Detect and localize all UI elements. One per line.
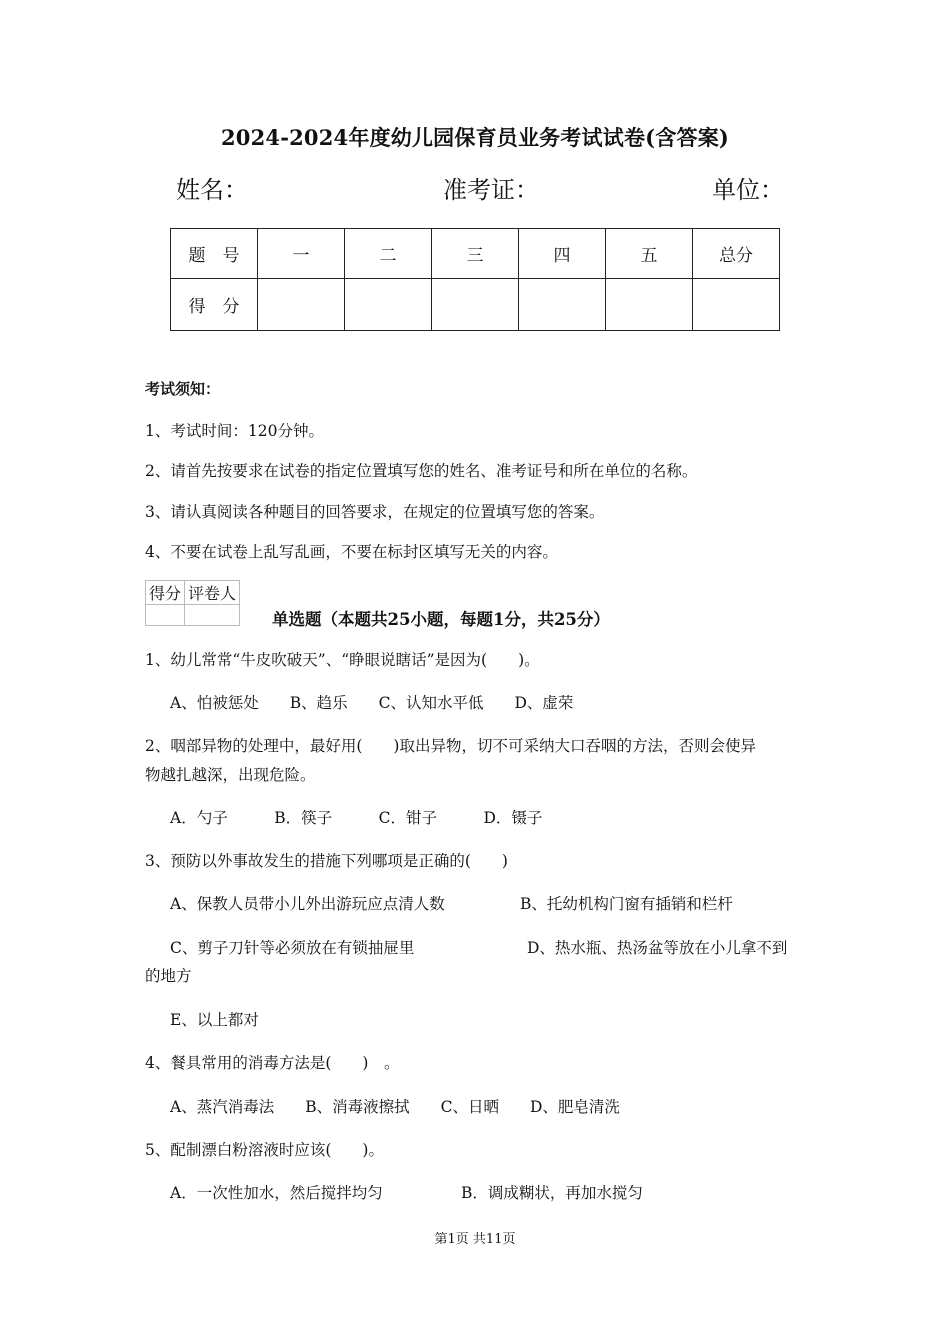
notice-item: 4、不要在试卷上乱写乱画，不要在标封区填写无关的内容。 <box>145 543 558 561</box>
notice-item: 2、请首先按要求在试卷的指定位置填写您的姓名、准考证号和所在单位的名称。 <box>145 462 698 480</box>
question-stem: 2、咽部异物的处理中，最好用( )取出异物，切不可采纳大口吞咽的方法，否则会使异 <box>145 737 756 755</box>
grader-name-label: 评卷人 <box>185 581 240 605</box>
score-table-cell: 二 <box>345 229 432 279</box>
question-option: E、以上都对 <box>170 1011 259 1029</box>
score-table-cell: 三 <box>432 229 519 279</box>
score-table-cell: 总分 <box>693 229 780 279</box>
score-table-cell: 五 <box>606 229 693 279</box>
score-input-cell[interactable] <box>432 279 519 331</box>
question-option: B．调成糊状，再加水搅匀 <box>461 1184 643 1202</box>
question-stem: 4、餐具常用的消毒方法是( ) 。 <box>145 1054 400 1072</box>
question-option: 的地方 <box>145 967 192 985</box>
score-table-cell: 一 <box>258 229 345 279</box>
score-table-cell: 四 <box>519 229 606 279</box>
score-input-cell[interactable] <box>693 279 780 331</box>
score-table <box>170 228 780 331</box>
score-table-header-row <box>171 229 780 279</box>
question-options: A、怕被惩处 B、趋乐 C、认知水平低 D、虚荣 <box>170 694 574 712</box>
question-options: A、蒸汽消毒法 B、消毒液擦拭 C、日晒 D、肥皂清洗 <box>170 1098 620 1116</box>
grader-score-label: 得分 <box>146 581 185 605</box>
question-option: A、保教人员带小儿外出游玩应点清人数 <box>170 895 445 913</box>
page-title: 2024-2024年度幼儿园保育员业务考试试卷(含答案) <box>220 125 730 150</box>
notice-item: 1、考试时间：120分钟。 <box>145 422 324 440</box>
notice-heading: 考试须知： <box>145 380 221 398</box>
name-label: 姓名： <box>176 176 248 204</box>
section-title: 单选题（本题共25小题，每题1分，共25分） <box>272 610 610 629</box>
score-input-cell[interactable] <box>258 279 345 331</box>
question-stem: 物越扎越深，出现危险。 <box>145 766 316 784</box>
unit-label: 单位： <box>712 176 784 204</box>
score-input-cell[interactable] <box>345 279 432 331</box>
score-table-cell: 题 号 <box>171 229 258 279</box>
score-table-score-row <box>171 279 780 331</box>
score-input-cell[interactable] <box>519 279 606 331</box>
question-option: D、热水瓶、热汤盆等放在小儿拿不到 <box>527 939 788 957</box>
question-stem: 1、幼儿常常“牛皮吹破天”、“睁眼说瞎话”是因为( )。 <box>145 651 540 669</box>
question-options: A．勺子 B．筷子 C．钳子 D．镊子 <box>170 809 543 827</box>
notice-item: 3、请认真阅读各种题目的回答要求，在规定的位置填写您的答案。 <box>145 503 605 521</box>
grader-name-cell[interactable] <box>185 605 240 626</box>
question-stem: 3、预防以外事故发生的措施下列哪项是正确的( ) <box>145 852 508 870</box>
grader-score-cell[interactable] <box>146 605 185 626</box>
grader-box <box>145 580 240 626</box>
score-input-cell[interactable] <box>606 279 693 331</box>
question-option: A．一次性加水，然后搅拌均匀 <box>170 1184 383 1202</box>
score-table-cell: 得 分 <box>171 279 258 331</box>
question-option: B、托幼机构门窗有插销和栏杆 <box>520 895 733 913</box>
exam-id-label: 准考证： <box>443 176 539 204</box>
page-footer: 第1页 共11页 <box>434 1232 516 1247</box>
question-option: C、剪子刀针等必须放在有锁抽屉里 <box>170 939 415 957</box>
question-stem: 5、配制漂白粉溶液时应该( )。 <box>145 1141 384 1159</box>
